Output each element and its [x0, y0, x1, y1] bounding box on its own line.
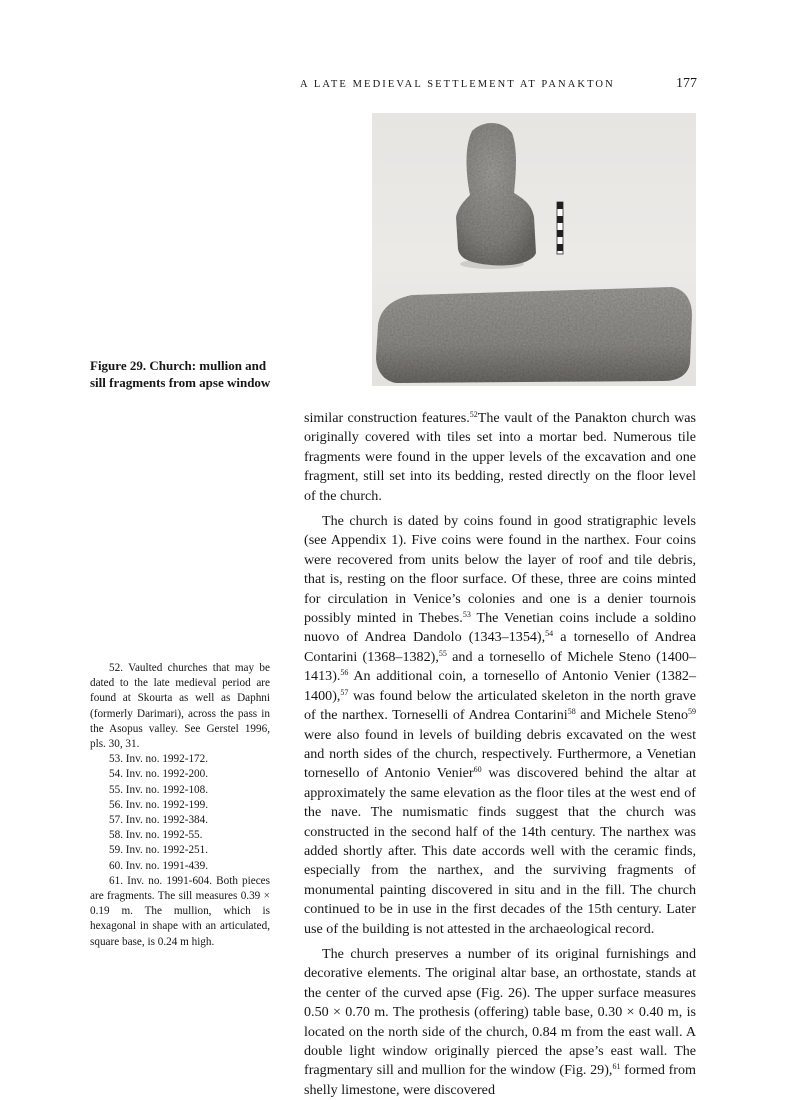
paragraph-3: The church preserves a number of its original furnishings and decorative elements. The original altar base, an orthostate, stands at the center of the curved apse (Fig. 26). The upper surface measures 0.50 × 0.70 m. The prothesis (offering) table base, 0.30 × 0.40 m, is located on the north side of the church, 0.84 m from the east wall. A double light window originally pierced the apse’s east wall. The fragmentary sill and mullion for the window (Fig. 29),$^{61}$ formed from shelly limestone, were discovered: [304, 945, 696, 1098]
footnote: 59. Inv. no. 1992-251.: [109, 844, 209, 857]
footnote-ref: 61: [612, 1062, 621, 1072]
mullion-fragment: [456, 123, 536, 269]
scale-bar: [557, 202, 563, 254]
footnote: 52. Vaulted churches that may be dated to the late medieval period are found at Skourta as well as Daphni (formerly Darimari), across the pass in the Asopus valley. See Gerstel 1996, pls. 30, 31.: [90, 662, 270, 751]
footnote: 60. Inv. no. 1991-439.: [109, 859, 209, 872]
footnote-ref: 52: [469, 410, 478, 419]
footnote-ref: 60: [473, 765, 482, 775]
footnote-ref: 57: [340, 687, 349, 697]
footnote-ref: 55: [438, 648, 447, 658]
footnote-ref: 58: [567, 707, 576, 717]
footnote: 56. Inv. no. 1992-199.: [109, 798, 209, 811]
body-text: [304, 409, 696, 1100]
footnote: 54. Inv. no. 1992-200.: [109, 768, 209, 781]
footnote: 57. Inv. no. 1992-384.: [109, 814, 209, 827]
footnote: 55. Inv. no. 1992-108.: [109, 783, 209, 796]
footnote: 61. Inv. no. 1991-604. Both pieces are fragments. The sill measures 0.39 × 0.19 m. The mullion, which is hexagonal in shape with an articulated, square base, is 0.24 m high.: [90, 874, 270, 948]
paragraph-1: similar construction features.$^{52}$The vault of the Panakton church was originally covered with tiles set into a mortar bed. Numerous tile fragments were found in the upper levels of the excavation and one fragment, still set into its bedding, rested directly on the floor level of the church.: [304, 410, 696, 504]
footnote: 58. Inv. no. 1992-55.: [109, 829, 203, 842]
footnotes: [90, 661, 270, 950]
sill-fragment: [376, 287, 692, 383]
footnote: 53. Inv. no. 1992-172.: [109, 753, 209, 766]
footnote-ref: 53: [462, 610, 471, 620]
footnote-ref: 56: [340, 668, 349, 678]
footnote-ref: 59: [688, 707, 696, 717]
paragraph-2: The church is dated by coins found in good stratigraphic levels (see Appendix 1). Five coins were found in the narthex. Four coins were recovered from units below the layer of roof and tile debris, that is, resting on the floor surface. Of these, three are coins minted for circulation in Venice’s colonies and one is a denier tournois possibly minted in Thebes.$^{53}$ The Venetian coins include a soldino nuovo of Andrea Dandolo (1343–1354),$^{54}$ a tornesello of Andrea Contarini (1368–1382),$^{55}$ and a tornesello of Michele Steno (1400–1413).$^{56}$ An additional coin, a tornesello of Antonio Venier (1382–1400),$^{57}$ was found below the articulated skeleton in the north grave of the narthex. Torneselli of Andrea Contarini$^{58}$ and Michele Steno$^{59}$ were also found in levels of building debris excavated on the west and north sides of the church, respectively. Furthermore, a Venetian tornesello of Antonio Venier$^{60}$ was discovered behind the altar at approximately the same elevation as the floor tiles at the west end of the nave. The numismatic finds suggest that the church was constructed in the second half of the 14th century. The narthex was added shortly after. This date accords well with the ceramic finds, especially from the narthex, and the surviving fragments of monumental painting discovered in situ and in the fill. The church continued to be in use in the first decades of the 15th century. Later use of the building is not attested in the archaeological record.: [304, 513, 696, 937]
running-head: A LATE MEDIEVAL SETTLEMENT AT PANAKTON: [300, 79, 615, 90]
figure-caption: Figure 29. Church: mullion and sill fragments from apse window: [90, 358, 271, 390]
figure-29-photo: [372, 113, 696, 386]
page-number: 177: [676, 76, 697, 91]
footnote-ref: 54: [545, 629, 554, 639]
